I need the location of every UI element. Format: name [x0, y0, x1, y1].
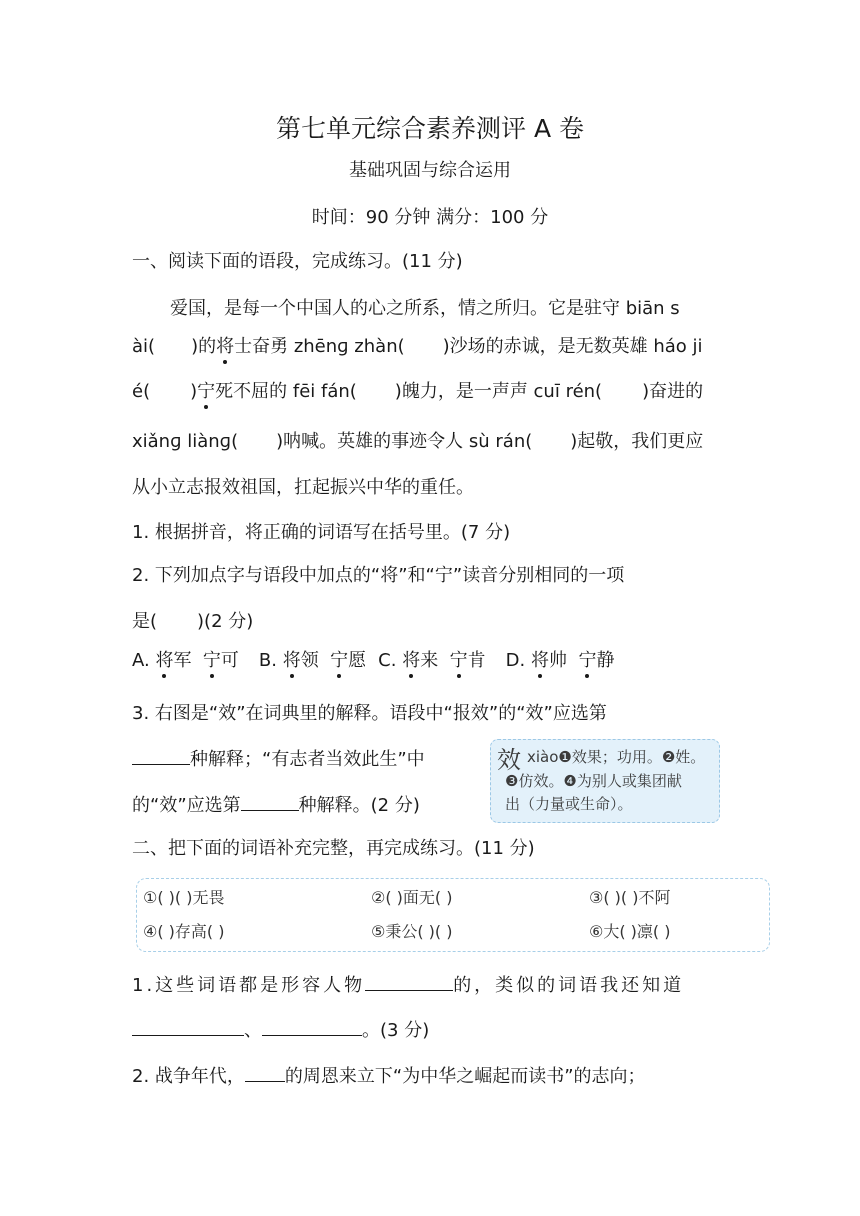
answer-blank[interactable] [132, 746, 190, 765]
passage-line-4: xiǎnɡ liànɡ( )呐喊。英雄的事迹令人 sù rán( )起敬，我们更应 [132, 431, 704, 452]
page-subtitle: 基础巩固与综合运用 [349, 160, 511, 181]
passage-line-5: 从小立志报效祖国，扛起振兴中华的重任。 [132, 477, 474, 498]
dictionary-line-1: xiào❶效果；功用。❷姓。 [527, 748, 706, 766]
word-item-6[interactable]: ⑥大( )凛( ) [589, 922, 671, 941]
word-item-3[interactable]: ③( )( )不阿 [589, 888, 671, 907]
answer-blank[interactable] [132, 1017, 244, 1036]
exam-time-line: 时间：90 分钟 满分：100 分 [311, 207, 549, 228]
section1-heading: 一、阅读下面的语段，完成练习。(11 分) [132, 251, 463, 272]
word-item-4[interactable]: ④( )存高( ) [143, 922, 225, 941]
question-1-3-line3: 的“效”应选第 种解释。(2 分) [132, 792, 420, 818]
option-a[interactable]: A. 将军 宁可 [132, 650, 239, 671]
question-2-1-line2: 、 。(3 分) [132, 1017, 429, 1043]
passage-line-1: 爱国，是每一个中国人的心之所系，情之所归。它是驻守 biān s [170, 298, 680, 319]
word-completion-box [136, 878, 770, 952]
question-1-3-line2: 种解释；“有志者当效此生”中 [132, 746, 425, 772]
dictionary-entry-box [490, 739, 720, 823]
option-b[interactable]: B. 将领 宁愿 [258, 650, 367, 671]
question-2-2: 2. 战争年代， 的周恩来立下“为中华之崛起而读书”的志向； [132, 1063, 646, 1089]
question-2-1-line1: 1.这些词语都是形容人物 的，类似的词语我还知道 [132, 972, 684, 998]
passage-line-3: é( )宁死不屈的 fēi fán( )魄力，是一声声 cuī rén( )奋进的 [132, 381, 704, 402]
answer-blank[interactable] [365, 972, 453, 991]
word-item-5[interactable]: ⑤秉公( )( ) [371, 922, 453, 941]
dotted-char-jiang: 将 [216, 336, 235, 357]
answer-blank[interactable] [262, 1017, 362, 1036]
section2-heading: 二、把下面的词语补充完整，再完成练习。(11 分) [132, 838, 535, 859]
answer-blank[interactable] [245, 1063, 285, 1082]
question-1-3-line1: 3. 右图是“效”在词典里的解释。语段中“报效”的“效”应选第 [132, 703, 607, 724]
dictionary-line-3: 出（力量或生命）。 [505, 795, 633, 813]
word-item-2[interactable]: ②( )面无( ) [371, 888, 453, 907]
question-1-2-line1: 2. 下列加点字与语段中加点的“将”和“宁”读音分别相同的一项 [132, 565, 625, 586]
option-c[interactable]: C. 将来 宁肯 [378, 650, 486, 671]
question-1-2-options [132, 649, 614, 673]
question-1-2-line2: 是( )(2 分) [132, 611, 254, 632]
question-1-1: 1. 根据拼音，将正确的词语写在括号里。(7 分) [132, 522, 511, 543]
dotted-char-ning: 宁 [197, 381, 216, 402]
dictionary-headword: 效 [497, 746, 521, 774]
passage-line-2: ài( )的将士奋勇 zhēnɡ zhàn( )沙场的赤诚，是无数英雄 háo ji [132, 336, 703, 357]
page-title: 第七单元综合素养测评 A 卷 [276, 114, 584, 143]
answer-blank[interactable] [241, 792, 299, 811]
word-item-1[interactable]: ①( )( )无畏 [143, 888, 225, 907]
dictionary-line-2: ❸仿效。❹为别人或集团献 [505, 772, 682, 790]
option-d[interactable]: D. 将帅 宁静 [505, 650, 615, 671]
